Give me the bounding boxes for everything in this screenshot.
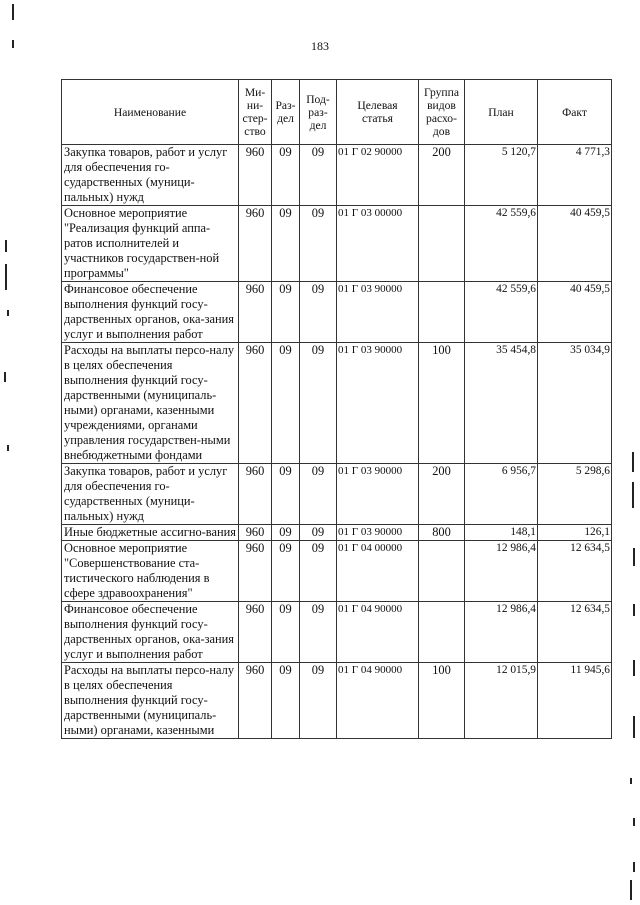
row-ministry: 960 xyxy=(239,541,272,602)
row-fact: 5 298,6 xyxy=(538,464,612,525)
row-fact: 35 034,9 xyxy=(538,343,612,464)
row-subsection: 09 xyxy=(300,343,337,464)
row-section: 09 xyxy=(272,663,300,739)
row-expense-group: 200 xyxy=(419,145,465,206)
row-section: 09 xyxy=(272,145,300,206)
table-row xyxy=(62,145,612,206)
row-expense-group xyxy=(419,206,465,282)
header-section: Раз- дел xyxy=(272,80,300,145)
row-fact: 4 771,3 xyxy=(538,145,612,206)
row-subsection: 09 xyxy=(300,602,337,663)
row-fact: 12 634,5 xyxy=(538,541,612,602)
row-plan: 12 986,4 xyxy=(465,541,538,602)
page-number: 183 xyxy=(311,39,329,53)
row-fact: 126,1 xyxy=(538,525,612,541)
row-name: Основное мероприятие "Совершенствование ста-тистического наблюдения в сфере здравоохранения" xyxy=(62,541,239,602)
row-expense-group: 100 xyxy=(419,343,465,464)
table-row xyxy=(62,525,612,541)
row-ministry: 960 xyxy=(239,282,272,343)
row-name: Расходы на выплаты персо-налу в целях обеспечения выполнения функций госу-дарственными (муниципаль-ными) органами, казенными xyxy=(62,663,239,739)
header-name: Наименование xyxy=(62,80,239,145)
row-target-article: 01 Г 03 90000 xyxy=(337,525,419,541)
row-plan: 35 454,8 xyxy=(465,343,538,464)
row-target-article: 01 Г 02 90000 xyxy=(337,145,419,206)
row-ministry: 960 xyxy=(239,602,272,663)
row-subsection: 09 xyxy=(300,145,337,206)
row-subsection: 09 xyxy=(300,282,337,343)
row-name: Иные бюджетные ассигно-вания xyxy=(62,525,239,541)
row-subsection: 09 xyxy=(300,206,337,282)
table-row xyxy=(62,282,612,343)
row-section: 09 xyxy=(272,525,300,541)
row-subsection: 09 xyxy=(300,663,337,739)
table-body xyxy=(62,145,612,739)
row-ministry: 960 xyxy=(239,464,272,525)
header-subsection: Под- раз- дел xyxy=(300,80,337,145)
row-plan: 12 986,4 xyxy=(465,602,538,663)
row-target-article: 01 Г 04 90000 xyxy=(337,663,419,739)
row-ministry: 960 xyxy=(239,343,272,464)
header-expense-group: Группа видов расхо- дов xyxy=(419,80,465,145)
row-section: 09 xyxy=(272,464,300,525)
row-ministry: 960 xyxy=(239,206,272,282)
header-ministry: Ми- ни- стер- ство xyxy=(239,80,272,145)
table-row xyxy=(62,343,612,464)
row-name: Закупка товаров, работ и услуг для обеспечения го-сударственных (муници-пальных) нужд xyxy=(62,145,239,206)
row-expense-group xyxy=(419,541,465,602)
row-ministry: 960 xyxy=(239,145,272,206)
row-section: 09 xyxy=(272,206,300,282)
row-subsection: 09 xyxy=(300,464,337,525)
row-name: Расходы на выплаты персо-налу в целях обеспечения выполнения функций госу-дарственными (муниципаль-ными) органами, казенными учреждениями, органами управления государствен-ными внебюджетными фондами xyxy=(62,343,239,464)
row-fact: 40 459,5 xyxy=(538,282,612,343)
table-row xyxy=(62,663,612,739)
budget-table xyxy=(61,79,612,739)
row-plan: 5 120,7 xyxy=(465,145,538,206)
row-target-article: 01 Г 03 90000 xyxy=(337,464,419,525)
row-target-article: 01 Г 04 90000 xyxy=(337,602,419,663)
row-target-article: 01 Г 03 90000 xyxy=(337,282,419,343)
row-expense-group: 800 xyxy=(419,525,465,541)
table-row xyxy=(62,464,612,525)
header-plan: План xyxy=(465,80,538,145)
row-name: Финансовое обеспечение выполнения функций госу-дарственных органов, ока-зания услуг и выполнения работ xyxy=(62,602,239,663)
row-section: 09 xyxy=(272,343,300,464)
row-fact: 40 459,5 xyxy=(538,206,612,282)
row-fact: 12 634,5 xyxy=(538,602,612,663)
row-ministry: 960 xyxy=(239,525,272,541)
row-expense-group xyxy=(419,602,465,663)
row-subsection: 09 xyxy=(300,525,337,541)
row-plan: 42 559,6 xyxy=(465,282,538,343)
table-row xyxy=(62,206,612,282)
row-plan: 148,1 xyxy=(465,525,538,541)
row-ministry: 960 xyxy=(239,663,272,739)
header-fact: Факт xyxy=(538,80,612,145)
row-section: 09 xyxy=(272,541,300,602)
row-expense-group: 100 xyxy=(419,663,465,739)
row-name: Основное мероприятие "Реализация функций аппа-ратов исполнителей и участников государствен-ной программы" xyxy=(62,206,239,282)
row-target-article: 01 Г 04 00000 xyxy=(337,541,419,602)
row-name: Финансовое обеспечение выполнения функций госу-дарственных органов, ока-зания услуг и выполнения работ xyxy=(62,282,239,343)
row-target-article: 01 Г 03 90000 xyxy=(337,343,419,464)
row-section: 09 xyxy=(272,602,300,663)
table-row xyxy=(62,602,612,663)
row-subsection: 09 xyxy=(300,541,337,602)
row-section: 09 xyxy=(272,282,300,343)
row-plan: 42 559,6 xyxy=(465,206,538,282)
row-plan: 6 956,7 xyxy=(465,464,538,525)
row-plan: 12 015,9 xyxy=(465,663,538,739)
table-row xyxy=(62,541,612,602)
table-header-row xyxy=(62,80,612,145)
row-expense-group xyxy=(419,282,465,343)
row-expense-group: 200 xyxy=(419,464,465,525)
row-target-article: 01 Г 03 00000 xyxy=(337,206,419,282)
header-target-article: Целевая статья xyxy=(337,80,419,145)
row-fact: 11 945,6 xyxy=(538,663,612,739)
row-name: Закупка товаров, работ и услуг для обеспечения го-сударственных (муници-пальных) нужд xyxy=(62,464,239,525)
